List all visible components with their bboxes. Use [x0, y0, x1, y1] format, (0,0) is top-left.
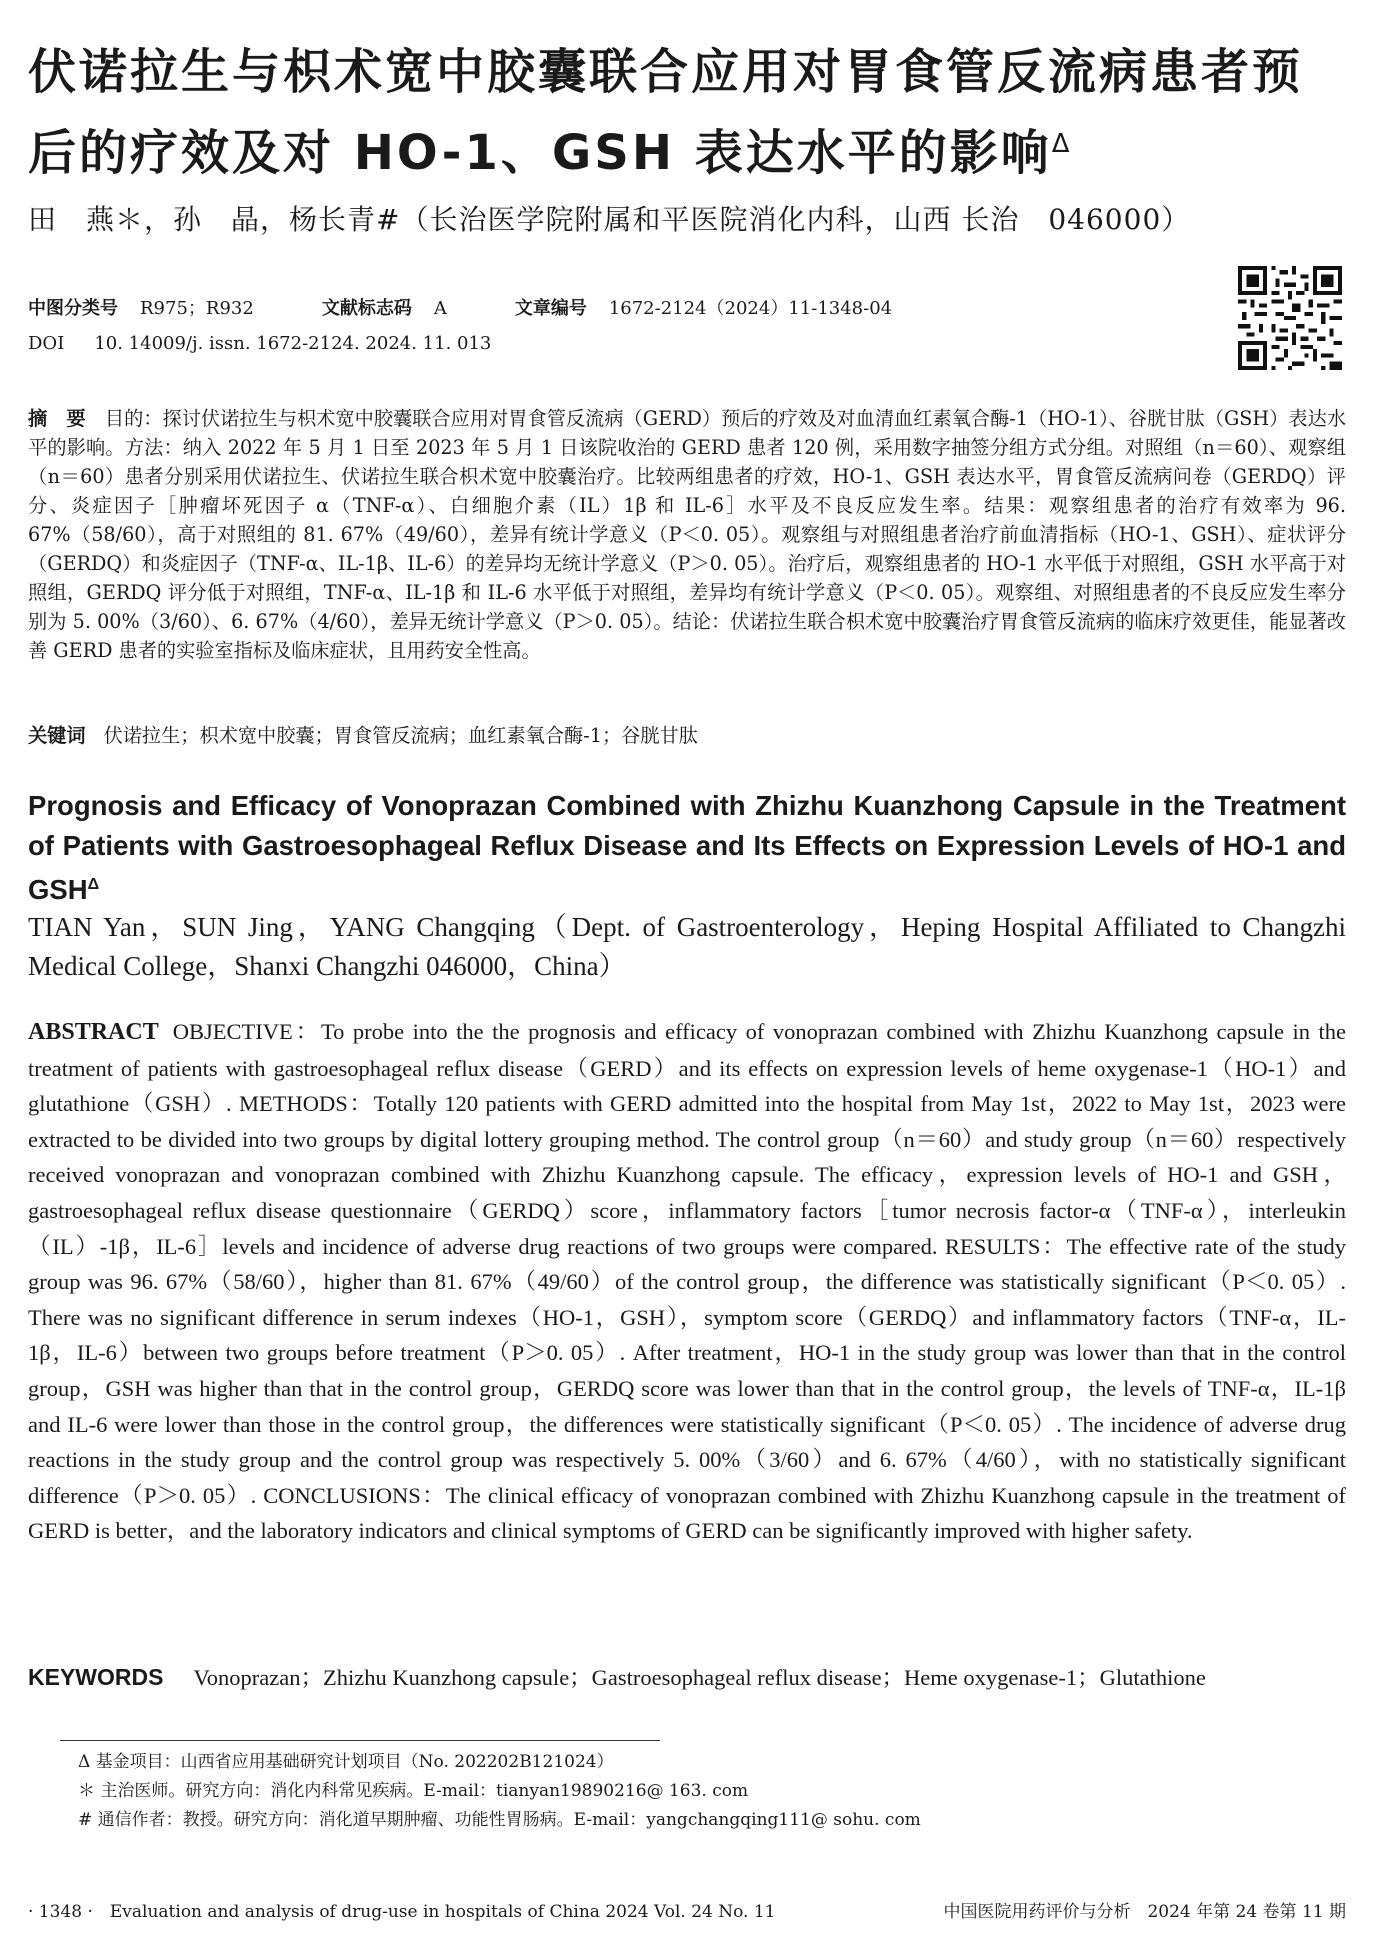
article-title-en [28, 786, 1346, 910]
footnote-divider [60, 1740, 660, 1741]
keywords-cn-text: 伏诺拉生；枳术宽中胶囊；胃食管反流病；血红素氧合酶-1；谷胱甘肽 [103, 724, 698, 747]
qr-code-icon[interactable] [1238, 266, 1342, 370]
title-en-text: Prognosis and Efficacy of Vonoprazan Combined with Zhizhu Kuanzhong Capsule in the Treatment of Patients with Gastroesophageal Reflux Disease and Its Effects on Expression Levels of HO-1 and GSH [28, 790, 1346, 906]
article-no-label: 文章编号 [514, 298, 587, 319]
keywords-en-text: Vonoprazan；Zhizhu Kuanzhong capsule；Gastroesophageal reflux disease；Heme oxygenase-1；Glutathione [193, 1665, 1206, 1690]
abstract-cn [28, 404, 1346, 665]
doc-code-label: 文献标志码 [321, 298, 412, 319]
page-footer-right: 中国医院用药评价与分析 2024 年第 24 卷第 11 期 [943, 1902, 1346, 1922]
clc-value: R975；R932 [140, 298, 254, 319]
abstract-en-text: OBJECTIVE：To probe into the the prognosis and efficacy of vonoprazan combined with Zhizhu Kuanzhong capsule in the treatment of patients with gastroesophageal reflux disease（GERD）and its effects on expression levels of heme oxygenase-1（HO-1）and glutathione（GSH）. METHODS：Totally 120 patients with GERD admitted into the hospital from May 1st，2022 to May 1st，2023 were extracted to be divided into two groups by digital lottery grouping method. The control group（n＝60）and study group（n＝60）respectively received vonoprazan and vonoprazan combined with Zhizhu Kuanzhong capsule. The efficacy，expression levels of HO-1 and GSH，gastroesophageal reflux disease questionnaire（GERDQ）score，inflammatory factors［tumor necrosis factor-α（TNF-α），interleukin（IL）-1β，IL-6］levels and incidence of adverse drug reactions of two groups were compared. RESULTS：The effective rate of the study group was 96. 67%（58/60），higher than 81. 67%（49/60）of the control group，the difference was statistically significant（P＜0. 05）. There was no significant difference in serum indexes（HO-1，GSH），symptom score（GERDQ）and inflammatory factors（TNF-α，IL-1β，IL-6）between two groups before treatment（P＞0. 05）. After treatment，HO-1 in the study group was lower than that in the control group，GSH was higher than that in the control group，GERDQ score was lower than that in the control group，the levels of TNF-α，IL-1β and IL-6 were lower than those in the control group，the differences were statistically significant（P＜0. 05）. The incidence of adverse drug reactions in the study group and the control group was respectively 5. 00%（3/60）and 6. 67%（4/60），with no statistically significant difference（P＞0. 05）. CONCLUSIONS：The clinical efficacy of vonoprazan combined with Zhizhu Kuanzhong capsule in the treatment of GERD is better，and the laboratory indicators and clinical symptoms of GERD can be significantly improved with higher safety. [28, 1019, 1346, 1544]
page-footer [28, 1898, 1346, 1926]
doi-value: 10. 14009/j. issn. 1672-2124. 2024. 11. 013 [94, 333, 492, 354]
abstract-cn-label: 摘 要 [28, 407, 86, 430]
doi-label: DOI [28, 333, 65, 354]
abstract-en-label: ABSTRACT [28, 1019, 159, 1045]
keywords-en [28, 1660, 1346, 1695]
abstract-cn-text: 目的：探讨伏诺拉生与枳术宽中胶囊联合应用对胃食管反流病（GERD）预后的疗效及对血清血红素氧合酶-1（HO-1）、谷胱甘肽（GSH）表达水平的影响。方法：纳入 2022 年 5 月 1 日至 2023 年 5 月 1 日该院收治的 GERD 患者 120 例，采用数字抽签分组方式分组。对照组（n＝60）、观察组（n＝60）患者分别采用伏诺拉生、伏诺拉生联合枳术宽中胶囊治疗。比较两组患者的疗效，HO-1、GSH 表达水平，胃食管反流病问卷（GERDQ）评分、炎症因子［肿瘤坏死因子 α（TNF-α）、白细胞介素（IL）1β 和 IL-6］水平及不良反应发生率。结果：观察组患者的治疗有效率为 96. 67%（58/60），高于对照组的 81. 67%（49/60），差异有统计学意义（P＜0. 05）。观察组与对照组患者治疗前血清指标（HO-1、GSH）、症状评分（GERDQ）和炎症因子（TNF-α、IL-1β、IL-6）的差异均无统计学意义（P＞0. 05）。治疗后，观察组患者的 HO-1 水平低于对照组，GSH 水平高于对照组，GERDQ 评分低于对照组，TNF-α、IL-1β 和 IL-6 水平低于对照组，差异均有统计学意义（P＜0. 05）。观察组、对照组患者的不良反应发生率分别为 5. 00%（3/60）、6. 67%（4/60），差异无统计学意义（P＞0. 05）。结论：伏诺拉生联合枳术宽中胶囊治疗胃食管反流病的临床疗效更佳，能显著改善 GERD 患者的实验室指标及临床症状，且用药安全性高。 [28, 407, 1347, 662]
authors-affiliation-en: TIAN Yan，SUN Jing，YANG Changqing（Dept. of Gastroenterology，Heping Hospital Affiliated to Changzhi Medical College，Shanxi Changzhi 046000，China） [28, 912, 1346, 981]
title-cn-text: 伏诺拉生与枳术宽中胶囊联合应用对胃食管反流病患者预后的疗效及对 HO-1、GSH 表达水平的影响 [28, 44, 1304, 181]
article-no-value: 1672-2124（2024）11-1348-04 [608, 298, 893, 319]
keywords-en-label: KEYWORDS [28, 1664, 164, 1690]
title-en-fund-mark: Δ [87, 876, 100, 893]
abstract-en [28, 1014, 1346, 1549]
footnote-first-author: ＊ 主治医师。研究方向：消化内科常见疾病。E-mail：tianyan19890216@ 163. com [78, 1781, 749, 1801]
authors-affiliation-cn: 田 燕＊，孙 晶，杨长青#（长治医学院附属和平医院消化内科，山西 长治 046000） [28, 203, 1191, 236]
classification-line [28, 296, 892, 322]
article-title-cn [28, 36, 1348, 189]
keywords-cn [28, 722, 1346, 750]
title-cn-fund-mark: Δ [1051, 129, 1073, 159]
doi-line [28, 331, 491, 357]
footnote-corresponding-author: # 通信作者：教授。研究方向：消化道早期肿瘤、功能性胃肠病。E-mail：yangchangqing111@ sohu. com [78, 1810, 921, 1830]
keywords-cn-label: 关键词 [28, 724, 86, 747]
footnote-fund: Δ 基金项目：山西省应用基础研究计划项目（No. 202202B121024） [78, 1752, 614, 1772]
page-footer-left: · 1348 · Evaluation and analysis of drug-use in hospitals of China 2024 Vol. 24 No. 11 [28, 1902, 776, 1922]
footnotes [78, 1748, 1278, 1835]
doc-code-value: A [433, 298, 447, 319]
clc-label: 中图分类号 [28, 298, 118, 319]
